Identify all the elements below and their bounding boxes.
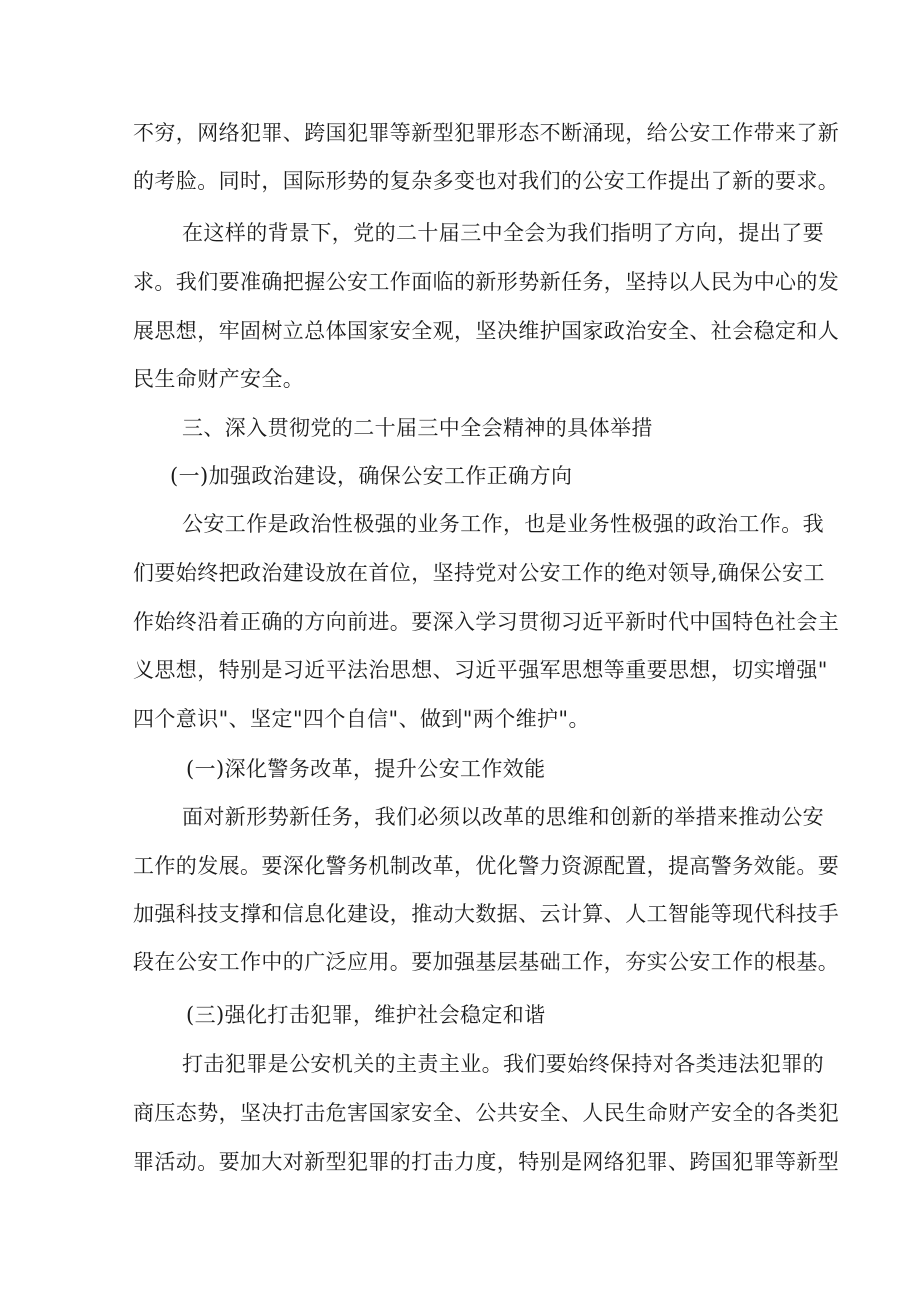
paragraph-line: 罪活动。要加大对新型犯罪的打击力度，特别是网络犯罪、跨国犯罪等新型 (133, 1150, 840, 1174)
paragraph-line: 的考脸。同时，国际形势的复杂多变也对我们的公安工作提出了新的要求。 (133, 169, 840, 193)
paragraph-line: 公安工作是政治性极强的业务工作，也是业务性极强的政治工作。我 (182, 512, 824, 536)
subsection-heading: (三)强化打击犯罪，维护社会稳定和谐 (186, 1003, 546, 1027)
paragraph-line: 商压态势，坚决打击危害国家安全、公共安全、人民生命财产安全的各类犯 (133, 1101, 840, 1125)
paragraph-line: 不穷，网络犯罪、跨国犯罪等新型犯罪形态不断涌现，给公安工作带来了新 (133, 121, 840, 145)
paragraph-line: 工作的发展。要深化警务机制改革，优化警力资源配置，提高警务效能。要 (133, 854, 840, 878)
section-heading: 三、深入贯彻党的二十届三中全会精神的具体举措 (182, 416, 653, 440)
paragraph-line: 在这样的背景下，党的二十届三中全会为我们指明了方向，提出了要 (182, 221, 824, 245)
paragraph-line: 们要始终把政治建设放在首位，坚持党对公安工作的绝对领导,确保公安工 (133, 561, 825, 585)
subsection-heading: (一)深化警务改革，提升公安工作效能 (186, 757, 546, 781)
paragraph-line: 打击犯罪是公安机关的主责主业。我们要始终保持对各类违法犯罪的 (182, 1052, 824, 1076)
paragraph-line: 求。我们要准确把握公安工作面临的新形势新任务，坚持以人民为中心的发 (133, 270, 840, 294)
paragraph-line: 作始终沿着正确的方向前进。要深入学习贯彻习近平新时代中国特色社会主 (133, 610, 840, 634)
subsection-heading: (一)加强政治建设，确保公安工作正确方向 (170, 464, 573, 488)
paragraph-line: 四个意识"、坚定"四个自信"、做到"两个维护"。 (133, 707, 590, 731)
paragraph-line: 展思想，牢固树立总体国家安全观，坚决维护国家政治安全、社会稳定和人 (133, 319, 840, 343)
paragraph-line: 面对新形势新任务，我们必须以改革的思维和创新的举措来推动公安 (182, 805, 824, 829)
paragraph-line: 加强科技支撑和信息化建设，推动大数据、云计算、人工智能等现代科技手 (133, 902, 840, 926)
paragraph-line: 义思想，特别是习近平法治思想、习近平强军思想等重要思想，切实增强" (133, 658, 828, 682)
paragraph-line: 段在公安工作中的广泛应用。要加强基层基础工作，夯实公安工作的根基。 (133, 950, 840, 974)
paragraph-line: 民生命财产安全。 (133, 367, 305, 391)
